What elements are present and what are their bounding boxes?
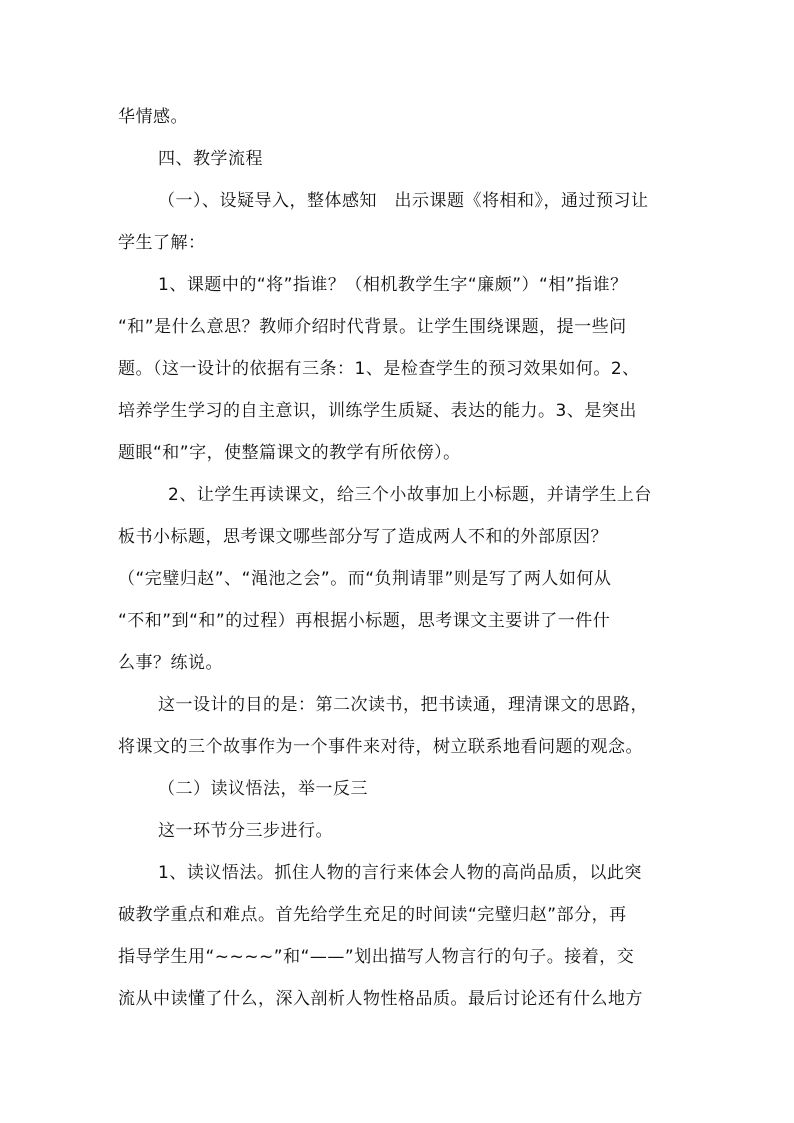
text-line: 么事？练说。: [118, 653, 223, 673]
subsection-heading: （二）读议悟法，举一反三: [158, 779, 368, 799]
text-line: 板书小标题，思考课文哪些部分写了造成两人不和的外部原因？: [118, 527, 608, 547]
text-line: 培养学生学习的自主意识，训练学生质疑、表达的能力。3、是突出: [118, 401, 637, 421]
text-line: （“完璧归赵”、“渑池之会”。而“负荆请罪”则是写了两人如何从: [118, 569, 612, 589]
text-line: 这一设计的目的是：第二次读书，把书读通，理清课文的思路，: [158, 695, 648, 715]
text-line: 题。（这一设计的依据有三条：1、是检查学生的预习效果如何。2、: [118, 359, 640, 379]
subsection-heading: （一）、设疑导入，整体感知 出示课题《将相和》，通过预习让: [158, 191, 649, 211]
text-line: 1、读议悟法。抓住人物的言行来体会人物的高尚品质，以此突: [158, 863, 642, 883]
text-line: 流从中读懂了什么，深入剖析人物性格品质。最后讨论还有什么地方: [118, 989, 643, 1009]
text-line: 指导学生用“~~~~”和“——”划出描写人物言行的句子。接着，交: [118, 947, 635, 967]
text-line: 2、让学生再读课文，给三个小故事加上小标题，并请学生上台: [168, 485, 652, 505]
text-line: 华情感。: [118, 107, 188, 127]
text-line: 学生了解：: [118, 233, 206, 253]
text-line: 破教学重点和难点。首先给学生充足的时间读“完璧归赵”部分，再: [118, 905, 627, 925]
text-line: 1、课题中的“将”指谁？（相机教学生字“廉颇”）“相”指谁？: [158, 275, 628, 295]
text-line: “和”是什么意思？教师介绍时代背景。让学生围绕课题，提一些问: [118, 317, 627, 337]
text-line: 这一环节分三步进行。: [158, 821, 333, 841]
text-line: “不和”到“和”的过程）再根据小标题，思考课文主要讲了一件什: [118, 611, 611, 631]
section-heading: 四、教学流程: [158, 149, 263, 169]
text-line: 题眼“和”字，使整篇课文的教学有所依傍）。: [118, 443, 461, 463]
text-line: 将课文的三个故事作为一个事件来对待，树立联系地看问题的观念。: [118, 737, 643, 757]
